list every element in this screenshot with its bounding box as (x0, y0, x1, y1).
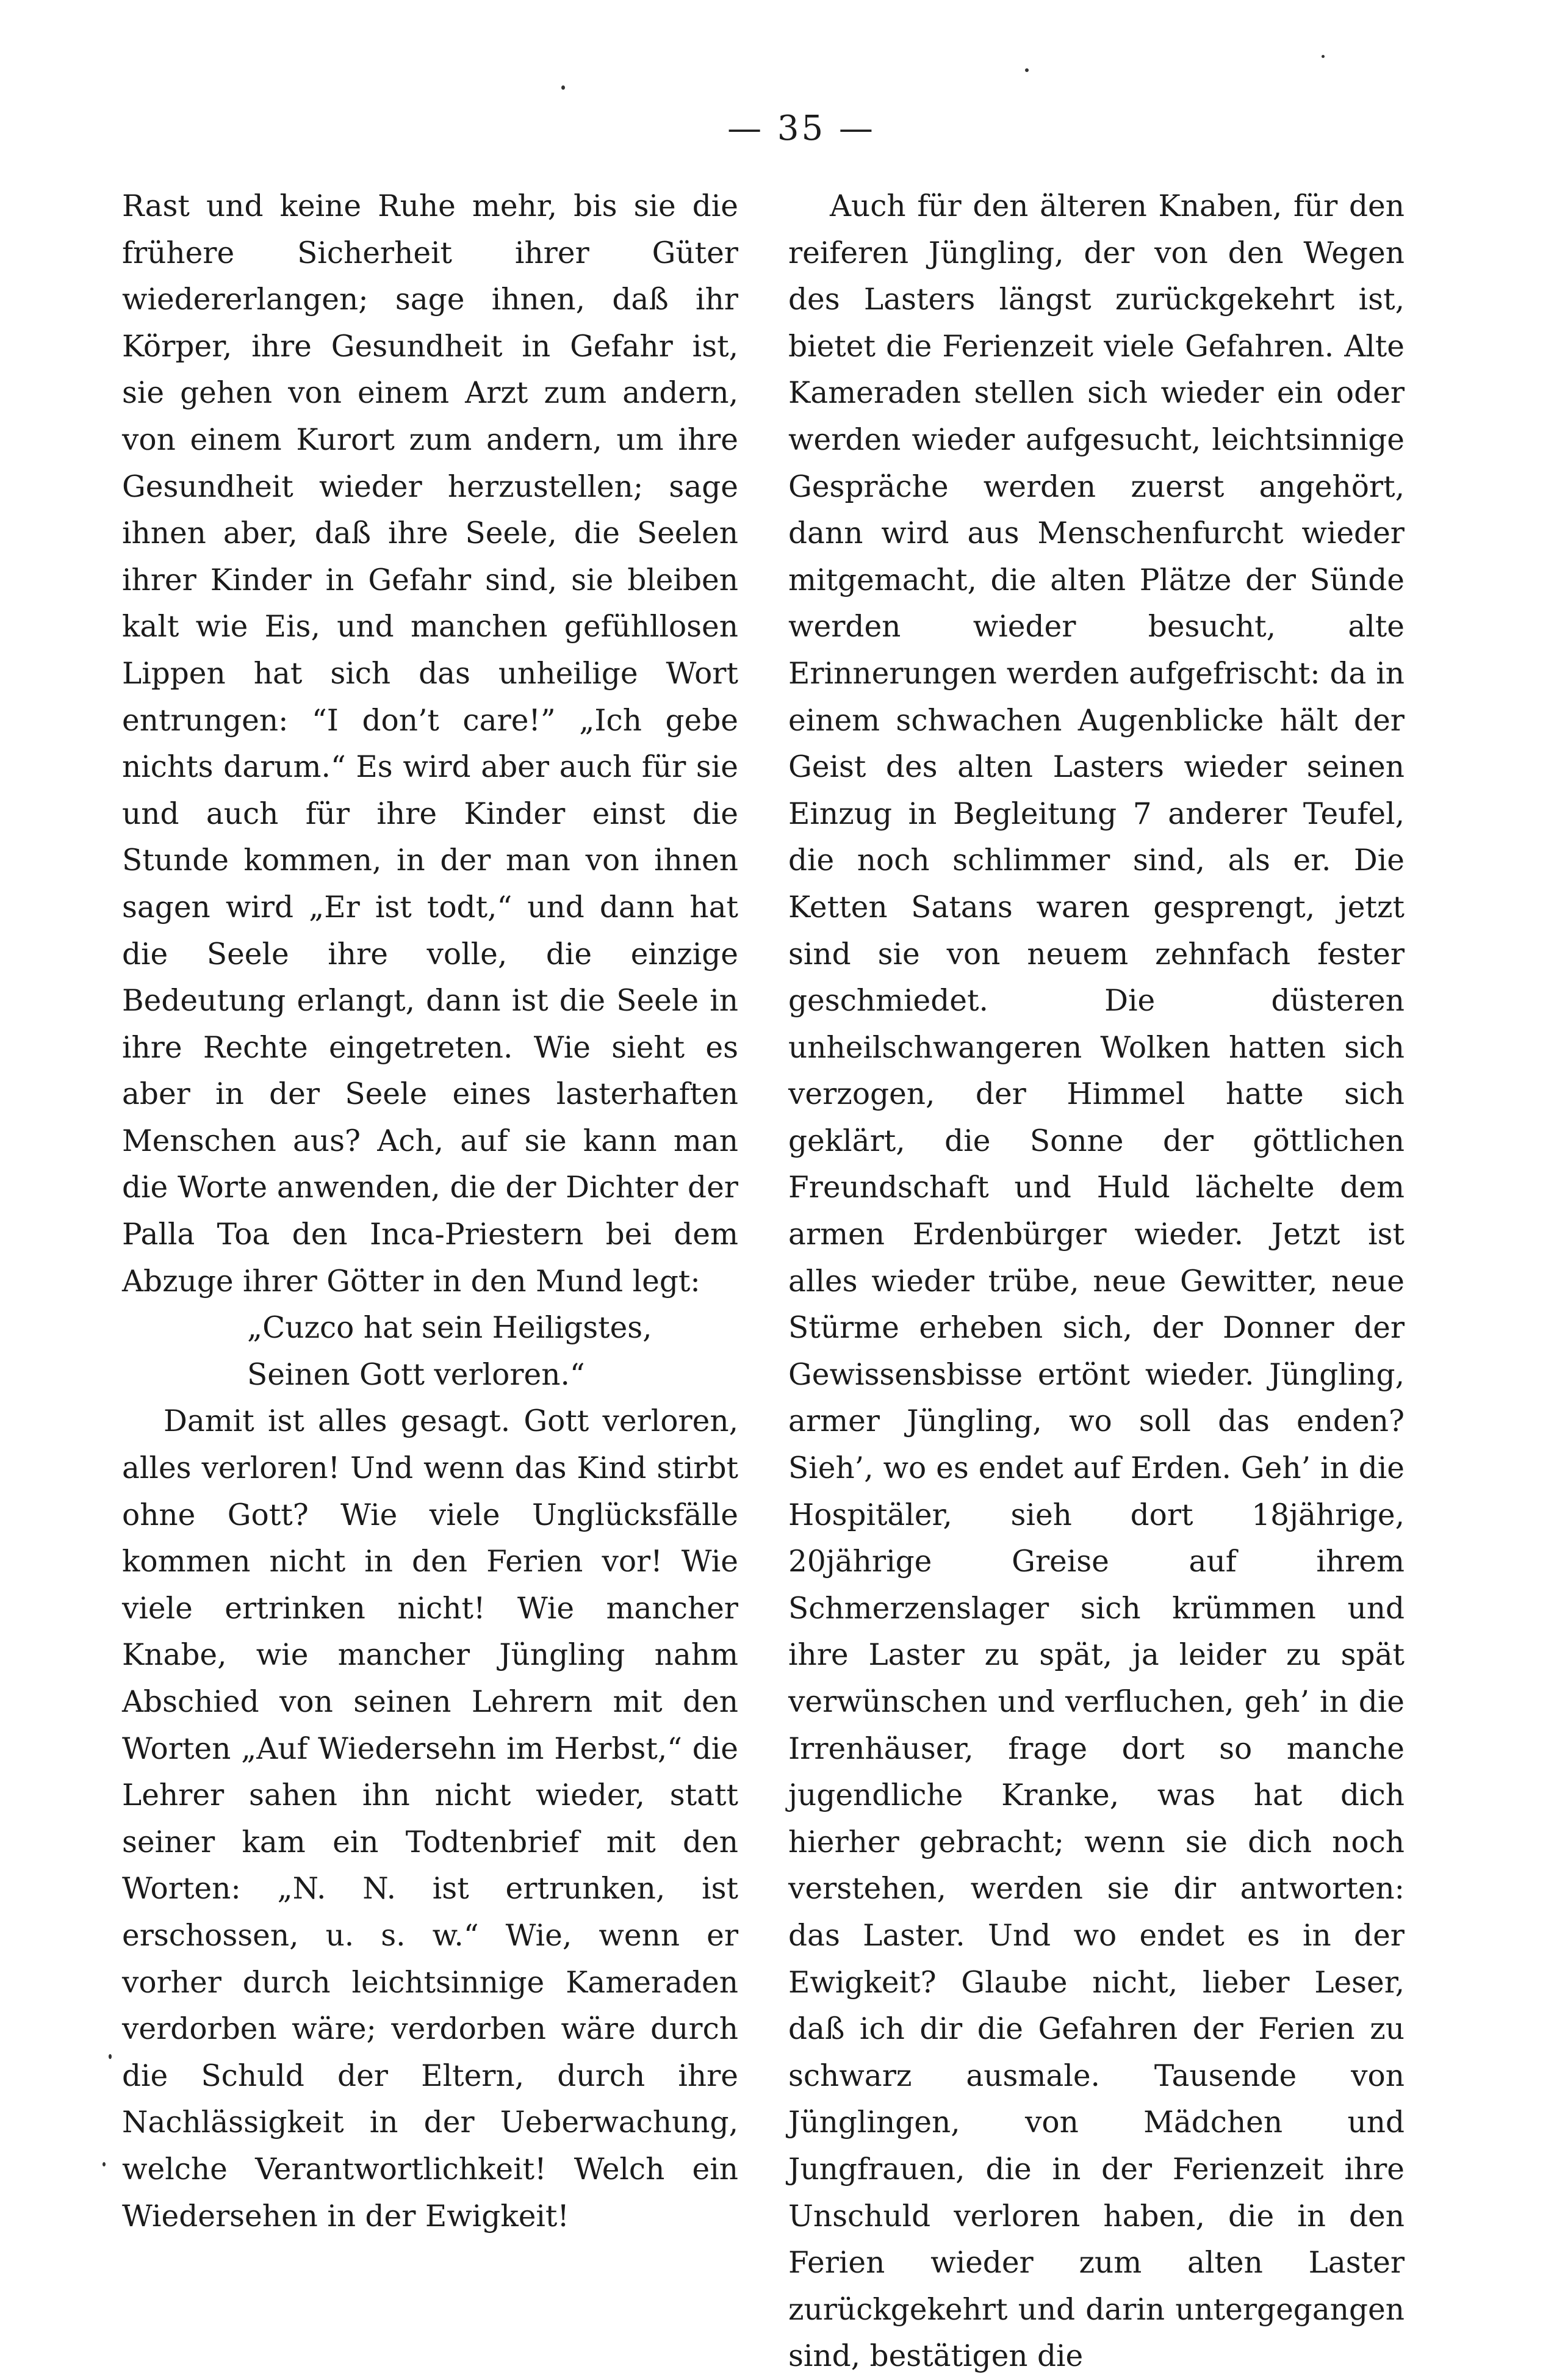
scan-speck (109, 2054, 112, 2059)
right-column (788, 183, 1405, 2380)
right-paragraph-1: Auch für den älteren Knaben, für den reiferen Jüngling, der von den Wegen des Lasters längst zurückgekehrt ist, bietet die Ferienzeit viele Gefahren. Alte Kameraden stellen sich wieder ein oder werden wieder aufgesucht, leichtsinnige Gespräche werden zuerst angehört, dann wird aus Menschenfurcht wieder mitgemacht, die alten Plätze der Sünde werden wieder besucht, alte Erinnerungen werden aufgefrischt: da in einem schwachen Augenblicke hält der Geist des alten Lasters wieder seinen Einzug in Begleitung 7 anderer Teufel, die noch schlimmer sind, als er. Die Ketten Satans waren gesprengt, jetzt sind sie von neuem zehnfach fester geschmiedet. Die düsteren unheilschwangeren Wolken hatten sich verzogen, der Himmel hatte sich geklärt, die Sonne der göttlichen Freundschaft und Huld lächelte dem armen Erdenbürger wieder. Jetzt ist alles wieder trübe, neue Gewitter, neue Stürme erheben sich, der Donner der Gewissensbisse ertönt wieder. Jüngling, armer Jüngling, wo soll das enden? Sieh’, wo es endet auf Erden. Geh’ in die Hospitäler, sieh dort 18jährige, 20jährige Greise auf ihrem Schmerzenslager sich krümmen und ihre Laster zu spät, ja leider zu spät verwünschen und verfluchen, geh’ in die Irrenhäuser, frage dort so manche jugendliche Kranke, was hat dich hierher gebracht; wenn sie dich noch verstehen, werden sie dir antworten: das Laster. Und wo endet es in der Ewigkeit? Glaube nicht, lieber Leser, daß ich dir die Gefahren der Ferien zu schwarz ausmale. Tausende von Jünglingen, von Mädchen und Jungfrauen, die in der Ferienzeit ihre Unschuld verloren haben, die in den Ferien wieder zum alten Laster zurückgekehrt und darin untergegangen sind, bestätigen die (788, 189, 1405, 2374)
left-column (122, 183, 738, 2240)
left-paragraph-1: Rast und keine Ruhe mehr, bis sie die frühere Sicherheit ihrer Güter wiedererlangen; sage ihnen, daß ihr Körper, ihre Gesundheit in Gefahr ist, sie gehen von einem Arzt zum andern, von einem Kurort zum andern, um ihre Gesundheit wieder herzustellen; sage ihnen aber, daß ihre Seele, die Seelen ihrer Kinder in Gefahr sind, sie bleiben kalt wie Eis, und manchen gefühllosen Lippen hat sich das unheilige Wort entrungen: “I don’t care!” „Ich gebe nichts darum.“ Es wird aber auch für sie und auch für ihre Kinder einst die Stunde kommen, in der man von ihnen sagen wird „Er ist todt,“ und dann hat die Seele ihre volle, die einzige Bedeutung erlangt, dann ist die Seele in ihre Rechte eingetreten. Wie sieht es aber in der Seele eines lasterhaften Menschen aus? Ach, auf sie kann man die Worte anwenden, die der Dichter der Palla Toa den Inca-Priestern bei dem Abzuge ihrer Götter in den Mund legt: (122, 189, 738, 1299)
verse-line: „Cuzco hat sein Heiligstes, (247, 1311, 652, 1346)
scan-speck (1322, 55, 1325, 58)
scan-speck (561, 85, 565, 90)
scan-speck (103, 2162, 106, 2166)
left-paragraph-2: Damit ist alles gesagt. Gott verloren, alles verloren! Und wenn das Kind stirbt ohne Gott? Wie viele Unglücksfälle kommen nicht in den Ferien vor! Wie viele ertrinken nicht! Wie mancher Knabe, wie mancher Jüngling nahm Abschied von seinen Lehrern mit den Worten „Auf Wiedersehn im Herbst,“ die Lehrer sahen ihn nicht wieder, statt seiner kam ein Todtenbrief mit den Worten: „N. N. ist ertrunken, ist erschossen, u. s. w.“ Wie, wenn er vorher durch leichtsinnige Kameraden verdorben wäre; verdorben wäre durch die Schuld der Eltern, durch ihre Nachlässigkeit in der Ueberwachung, welche Verantwortlichkeit! Welch ein Wiedersehen in der Ewigkeit! (122, 1404, 738, 2234)
verse-quote (122, 1305, 738, 1398)
page-number: — 35 — (727, 109, 876, 148)
verse-line: Seinen Gott verloren.“ (247, 1357, 585, 1392)
scan-speck (1025, 68, 1029, 72)
